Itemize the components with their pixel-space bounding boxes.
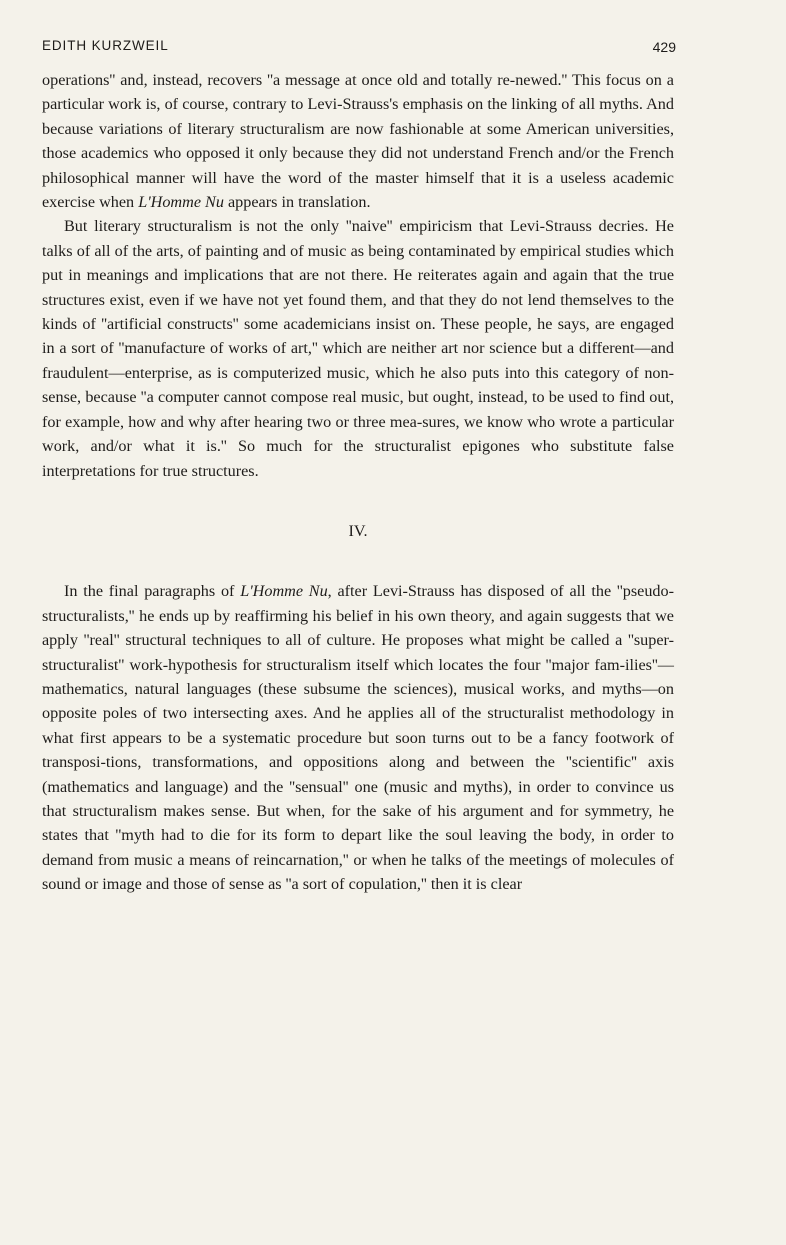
running-head (42, 38, 676, 60)
text-run: operations'' and, instead, recovers ''a message at once old and totally re-newed.'' This focus on a particular work is, of course, contrary to Levi-Strauss's emphasis on the linking of all myths. And because variations of literary structuralism are now fashionable at some American universities, those academics who opposed it only because they did not understand French and/or the French philosophical manner will have the word of the master himself that it is a useless academic exercise when (42, 71, 674, 212)
page-number: 429 (652, 39, 676, 55)
paragraph (42, 68, 674, 214)
body-text (42, 68, 674, 897)
paragraph (42, 579, 674, 896)
text-run: But literary structuralism is not the only ''naive'' empiricism that Levi-Strauss decries. He talks of all of the arts, of painting and of music as being contaminated by empirical studies which put in meanings and implications that are not there. He reiterates again and again that the true structures exist, even if we have not yet found them, and that they do not lend themselves to the kinds of ''artificial constructs'' some academicians insist on. These people, he says, are engaged in a sort of ''manufacture of works of art,'' which are neither art nor science but a different—and fraudulent—enterprise, as is computerized music, which he also puts into this category of non-sense, because ''a computer cannot compose real music, but ought, instead, to be used to find out, for example, how and why after hearing two or three mea-sures, we know who wrote a particular work, and/or what it is.'' So much for the structuralist epigones who substitute false interpretations for true structures. (42, 217, 674, 480)
italic-title: L'Homme Nu (138, 193, 224, 212)
text-run: appears in translation. (223, 193, 371, 212)
section-heading: IV. (348, 521, 368, 540)
italic-title: L'Homme Nu (240, 582, 328, 601)
paragraph (42, 214, 674, 482)
author-running-head: EDITH KURZWEIL (42, 38, 169, 53)
text-run: In the final paragraphs of (64, 582, 241, 601)
text-run: , after Levi-Strauss has disposed of all the ''pseudo-structuralists,'' he ends up by reaffirming his belief in his own theory, and again suggests that we apply ''real'' structural techniques to all of culture. He proposes what might be called a ''super-structuralist'' work-hypothesis for structuralism itself which locates the four ''major fam-ilies''—mathematics, natural languages (these subsume the sciences), musical works, and myths—on opposite poles of two intersecting axes. And he applies all of the structuralist methodology in what first appears to be a systematic procedure but soon turns out to be a fancy footwork of transposi-tions, transformations, and oppositions along and between the ''scientific'' axis (mathematics and language) and the ''sensual'' one (music and myths), in order to convince us that structuralism makes sense. But when, for the sake of his argument and for symmetry, he states that ''myth had to die for its form to depart like the soul leaving the body, in order to demand from music a means of reincarnation,'' or when he talks of the meetings of molecules of sound or image and those of sense as ''a sort of copulation,'' then it is clear (42, 582, 674, 894)
